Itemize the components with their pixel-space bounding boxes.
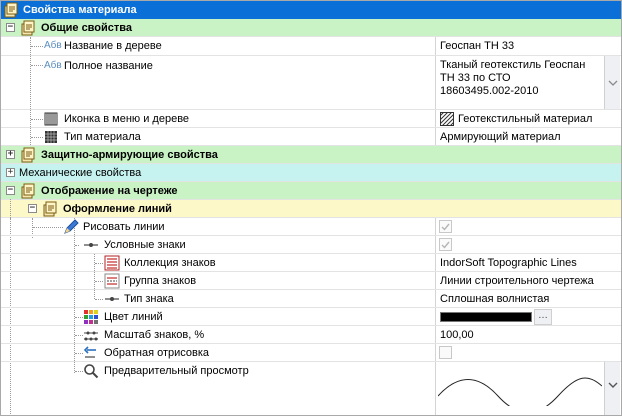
- row-full-name[interactable]: [1, 56, 621, 110]
- text-abv-icon: Абв: [44, 40, 62, 51]
- row-reverse-drawing[interactable]: [1, 344, 621, 362]
- sign-scale-field[interactable]: [435, 326, 621, 343]
- sign-group-label: Группа знаков: [124, 275, 197, 287]
- properties-icon: [21, 20, 37, 36]
- sign-collection-field[interactable]: [435, 254, 621, 271]
- reverse-drawing-checkbox[interactable]: [439, 346, 452, 359]
- sign-group-value: Линии строительного чертежа: [440, 275, 594, 287]
- full-name-line-2: ТН 33 по СТО: [440, 72, 511, 84]
- icon-field[interactable]: [435, 110, 621, 127]
- wavy-line-preview: [438, 370, 602, 406]
- row-sign-scale[interactable]: [1, 326, 621, 344]
- draw-lines-field: [435, 218, 621, 235]
- sign-type-field[interactable]: [435, 290, 621, 307]
- reverse-drawing-label: Обратная отрисовка: [104, 347, 210, 359]
- section-protective-label: Защитно-армирующие свойства: [41, 149, 218, 161]
- text-abv-icon: Абв: [44, 60, 62, 71]
- section-display[interactable]: [1, 182, 621, 200]
- full-name-line-3: 18603495.002-2010: [440, 85, 539, 97]
- line-color-field[interactable]: [435, 308, 621, 325]
- row-conventional-signs[interactable]: [1, 236, 621, 254]
- row-line-color[interactable]: [1, 308, 621, 326]
- section-line-style[interactable]: [1, 200, 621, 218]
- line-color-swatch: [440, 312, 532, 322]
- sign-collection-value: IndorSoft Topographic Lines: [440, 257, 577, 269]
- expand-icon[interactable]: +: [7, 149, 14, 159]
- material-type-label: Тип материала: [64, 131, 141, 143]
- check-icon: [440, 239, 451, 250]
- material-type-field[interactable]: [435, 128, 621, 145]
- preview-field[interactable]: [435, 362, 621, 415]
- ellipsis-icon[interactable]: …: [534, 309, 552, 325]
- full-name-label: Полное название: [64, 60, 153, 72]
- title-row[interactable]: [1, 1, 621, 19]
- section-mechanical-label: Механические свойства: [19, 167, 142, 179]
- conventional-signs-label: Условные знаки: [104, 239, 186, 251]
- sign-type-label: Тип знака: [124, 293, 174, 305]
- icon-value: Геотекстильный материал: [458, 113, 593, 125]
- sign-scale-value: 100,00: [440, 329, 474, 341]
- section-general-label: Общие свойства: [41, 22, 133, 34]
- properties-icon: [43, 201, 59, 217]
- hatch-icon: [440, 112, 454, 126]
- draw-lines-checkbox[interactable]: [439, 220, 452, 233]
- properties-icon: [21, 147, 37, 163]
- row-preview[interactable]: [1, 362, 621, 415]
- section-general[interactable]: [1, 19, 621, 37]
- chevron-down-icon: [608, 382, 618, 388]
- section-mechanical[interactable]: [1, 164, 621, 182]
- tree-name-field[interactable]: [435, 37, 621, 55]
- row-sign-collection[interactable]: [1, 254, 621, 272]
- tree-name-label: Название в дереве: [64, 40, 162, 52]
- tree-name-value: Геоспан ТН 33: [440, 40, 515, 52]
- section-line-style-label: Оформление линий: [63, 203, 172, 215]
- sign-type-value: Сплошная волнистая: [440, 293, 550, 305]
- full-name-line-1: Тканый геотекстиль Геоспан: [440, 59, 586, 71]
- conventional-signs-field: [435, 236, 621, 253]
- properties-icon: [4, 2, 20, 18]
- section-display-label: Отображение на чертеже: [41, 185, 178, 197]
- full-name-field[interactable]: [435, 56, 621, 109]
- collapse-icon[interactable]: −: [7, 185, 14, 195]
- preview-dropdown-button[interactable]: [604, 362, 620, 415]
- sign-collection-label: Коллекция знаков: [124, 257, 216, 269]
- draw-lines-label: Рисовать линии: [83, 221, 165, 233]
- preview-label: Предварительный просмотр: [104, 365, 249, 377]
- full-name-dropdown-button[interactable]: [604, 56, 620, 109]
- row-sign-group[interactable]: [1, 272, 621, 290]
- collapse-icon[interactable]: −: [7, 22, 14, 32]
- check-icon: [440, 221, 451, 232]
- section-protective[interactable]: [1, 146, 621, 164]
- reverse-drawing-field: [435, 344, 621, 361]
- properties-icon: [21, 183, 37, 199]
- row-icon[interactable]: [1, 110, 621, 128]
- expand-icon[interactable]: +: [7, 167, 14, 177]
- sign-scale-label: Масштаб знаков, %: [104, 329, 205, 341]
- chevron-down-icon: [608, 80, 618, 86]
- row-sign-type[interactable]: [1, 290, 621, 308]
- sign-group-field[interactable]: [435, 272, 621, 289]
- material-type-value: Армирующий материал: [440, 131, 561, 143]
- line-color-label: Цвет линий: [104, 311, 163, 323]
- icon-label: Иконка в меню и дереве: [64, 113, 190, 125]
- row-tree-name[interactable]: [1, 37, 621, 56]
- window-title: Свойства материала: [23, 4, 137, 16]
- collapse-icon[interactable]: −: [29, 203, 36, 213]
- row-material-type[interactable]: [1, 128, 621, 146]
- row-draw-lines[interactable]: [1, 218, 621, 236]
- conventional-signs-checkbox[interactable]: [439, 238, 452, 251]
